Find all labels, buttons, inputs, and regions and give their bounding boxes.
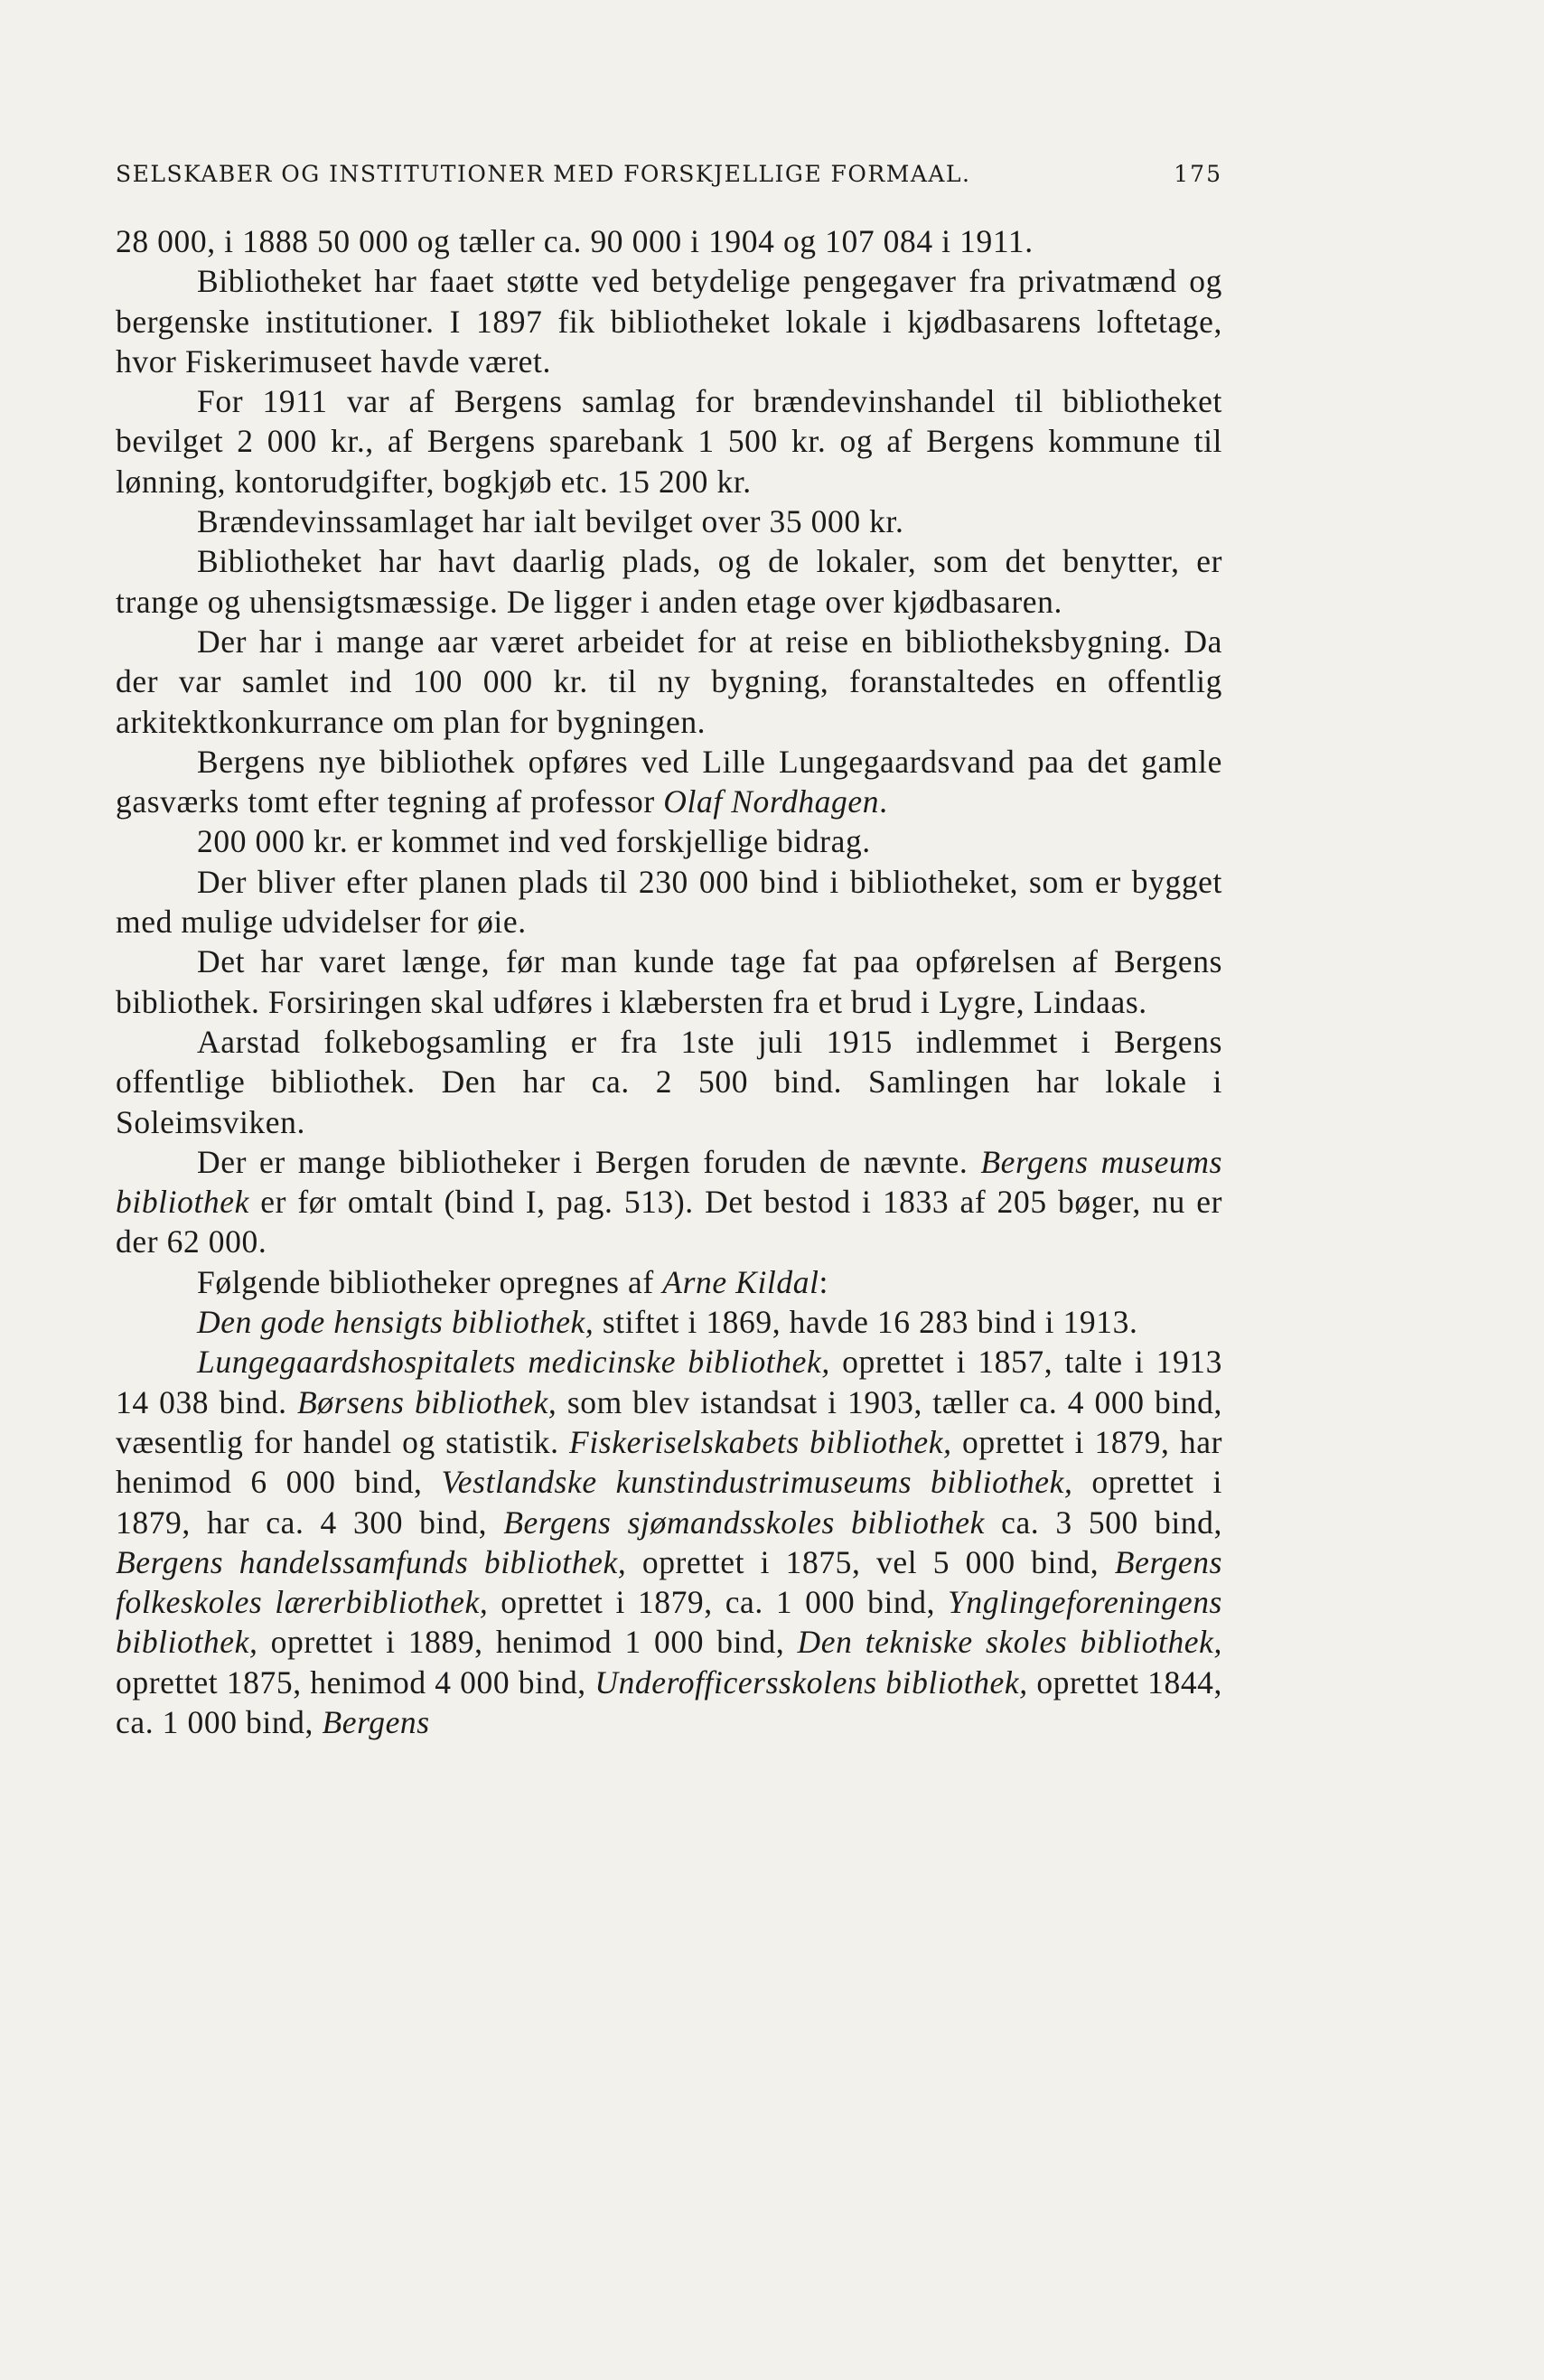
italic-text: Olaf Nordhagen — [663, 783, 880, 820]
italic-text: Den gode hensigts bibliothek, — [197, 1304, 594, 1341]
paragraph — [116, 221, 1222, 261]
text-segment: oprettet i 1879, har ca. 4 300 bind, — [116, 1464, 1222, 1541]
text-segment: 28 000, i 1888 50 000 og tæller ca. 90 000 i 1904 og 107 084 i 1911. — [116, 223, 1034, 259]
text-segment: oprettet i 1857, talte i 1913 14 038 bind. — [116, 1344, 1222, 1420]
paragraph — [116, 1022, 1222, 1142]
text-segment: Bibliotheket har faaet støtte ved betydelige pengegaver fra privatmænd og bergenske institutioner. I 1897 fik bibliotheket lokale i kjødbasarens loftetage, hvor Fiskerimuseet havde været. — [116, 263, 1222, 379]
paragraph — [116, 1302, 1222, 1342]
text-segment: Bergens nye bibliothek opføres ved Lille Lungegaardsvand paa det gamle gasværks tomt efter tegning af professor — [116, 743, 1222, 820]
paragraph — [116, 1142, 1222, 1262]
italic-text: Underofficersskolens bibliothek, — [594, 1663, 1028, 1701]
text-segment: Der har i mange aar været arbeidet for at reise en bibliotheksbygning. Da der var samlet ind 100 000 kr. til ny bygning, foranstaltedes en offentlig arkitektkonkurrance om plan for bygningen. — [116, 623, 1222, 740]
paragraph — [116, 381, 1222, 501]
text-segment: oprettet i 1889, henimod 1 000 bind, — [257, 1624, 798, 1661]
text-segment: : — [819, 1263, 829, 1300]
paragraph — [116, 622, 1222, 742]
running-title: SELSKABER OG INSTITUTIONER MED FORSKJELLIGE FORMAAL. — [116, 161, 971, 187]
italic-text: Børsens bibliothek, — [296, 1383, 557, 1420]
text-segment: Bibliotheket har havt daarlig plads, og de lokaler, som det benytter, er trange og uhensigtsmæssige. De ligger i anden etage over kjødbasaren. — [116, 543, 1222, 620]
text-segment: oprettet 1844, ca. 1 000 bind, — [116, 1663, 1222, 1740]
text-segment: Følgende bibliotheker opregnes af — [197, 1263, 663, 1300]
body-text — [116, 221, 1222, 1742]
italic-text: Ynglingeforeningens bibliothek, — [116, 1584, 1222, 1661]
text-segment: stiftet i 1869, havde 16 283 bind i 1913. — [594, 1304, 1138, 1341]
italic-text: Bergens sjømandsskoles bibliothek — [503, 1504, 985, 1541]
paragraph — [116, 821, 1222, 861]
italic-text: Fiskeriselskabets bibliothek, — [569, 1423, 952, 1460]
italic-text: Bergens handelssamfunds bibliothek, — [116, 1543, 627, 1580]
italic-text: Bergens museums bibliothek — [116, 1143, 1223, 1221]
page-number: 175 — [1174, 161, 1222, 187]
paragraph — [116, 1342, 1222, 1742]
italic-text: Bergens folkeskoles lærerbibliothek, — [116, 1543, 1223, 1621]
text-segment: 200 000 kr. er kommet ind ved forskjellige bidrag. — [197, 823, 871, 860]
text-segment: . — [879, 783, 888, 820]
book-page — [116, 161, 1222, 2239]
text-segment: er før omtalt (bind I, pag. 513). Det bestod i 1833 af 205 bøger, nu er der 62 000. — [116, 1184, 1222, 1260]
paragraph — [116, 541, 1222, 622]
italic-text: Arne Kildal — [662, 1263, 819, 1300]
text-segment: Aarstad folkebogsamling er fra 1ste juli 1915 indlemmet i Bergens offentlige bibliothek. Den har ca. 2 500 bind. Samlingen har lokale i Soleimsviken. — [116, 1023, 1222, 1140]
text-segment: Brændevinssamlaget har ialt bevilget over 35 000 kr. — [197, 503, 904, 540]
text-segment: som blev istandsat i 1903, tæller ca. 4 000 bind, væsentlig for handel og statistik. — [116, 1383, 1222, 1460]
paragraph — [116, 501, 1222, 541]
italic-text: Vestlandske kunstindustrimuseums bibliothek, — [441, 1464, 1073, 1501]
text-segment: oprettet i 1879, ca. 1 000 bind, — [488, 1584, 949, 1621]
text-segment: For 1911 var af Bergens samlag for brændevinshandel til bibliotheket bevilget 2 000 kr., af Bergens sparebank 1 500 kr. og af Bergens kommune til lønning, kontorudgifter, bogkjøb etc. 15 200 kr. — [116, 383, 1222, 500]
paragraph — [116, 942, 1222, 1022]
italic-text: Bergens — [322, 1703, 430, 1740]
text-segment: oprettet 1875, henimod 4 000 bind, — [116, 1663, 595, 1701]
italic-text: Lungegaardshospitalets medicinske bibliothek, — [197, 1344, 830, 1381]
paragraph — [116, 1262, 1222, 1302]
text-segment: Der er mange bibliotheker i Bergen foruden de nævnte. — [197, 1143, 981, 1180]
italic-text: Den tekniske skoles bibliothek, — [797, 1624, 1222, 1661]
paragraph — [116, 742, 1222, 822]
text-segment: Der bliver efter planen plads til 230 000 bind i bibliotheket, som er bygget med mulige udvidelser for øie. — [116, 863, 1222, 941]
text-segment: Det har varet længe, før man kunde tage fat paa opførelsen af Bergens bibliothek. Forsiringen skal udføres i klæbersten fra et brud i Lygre, Lindaas. — [116, 943, 1222, 1020]
text-segment: ca. 3 500 bind, — [984, 1504, 1222, 1541]
paragraph — [116, 261, 1222, 381]
running-header — [116, 161, 1222, 187]
text-segment: oprettet i 1875, vel 5 000 bind, — [626, 1543, 1115, 1580]
paragraph — [116, 862, 1222, 942]
text-segment: oprettet i 1879, har henimod 6 000 bind, — [116, 1423, 1222, 1501]
